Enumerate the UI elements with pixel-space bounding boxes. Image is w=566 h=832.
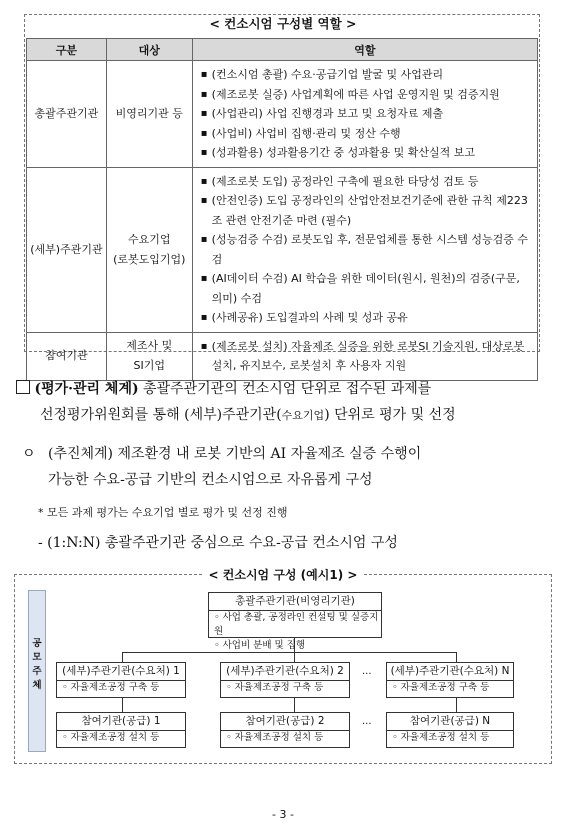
diagram-title: < 컨소시엄 구성 (예시1) >: [0, 566, 566, 583]
table-row: [27, 332, 538, 380]
list-item: ▪ (사업비) 사업비 집행·관리 및 정산 수행: [201, 124, 531, 144]
list-item: ▪ (제조로봇 실증) 사업계획에 따른 사업 운영지원 및 검증지원: [201, 85, 531, 105]
table-row: [27, 167, 538, 332]
list-item: ▪ (컨소시엄 총괄) 수요·공급기업 발굴 및 사업관리: [201, 65, 531, 85]
demand-org-box-1: (세부)주관기관(수요처) 1 ◦ 자율제조공정 구축 등: [56, 662, 186, 698]
page-number: - 3 -: [272, 808, 294, 821]
checkbox-square-icon: [16, 380, 30, 394]
row-category: 참여기관: [27, 332, 107, 380]
list-item: ▪ (사례공유) 도입결과의 사례 및 성과 공유: [201, 308, 531, 328]
row-roles: [192, 61, 537, 168]
system-paragraph-line1: (추진체계) 제조환경 내 로봇 기반의 AI 자율제조 실증 수행이: [48, 446, 422, 462]
connector-line: [456, 652, 457, 662]
list-item: ▪ (안전인증) 도입 공정라인의 산업안전보건기준에 관한 규칙 제223조 관련 안전기준 마련 (필수): [201, 191, 531, 230]
list-item: ▪ (제조로봇 설치) 자율제조 실증을 위한 로봇SI 기술지원, 대상로봇 설치, 유지보수, 로봇설치 후 사용자 지원: [201, 337, 531, 376]
ellipsis: ...: [362, 716, 372, 727]
ellipsis: ...: [362, 666, 372, 677]
supplier-box-2: 참여기관(공급) 2 ◦ 자율제조공정 설치 등: [220, 712, 350, 748]
side-label: 공 모 주 체: [28, 590, 46, 752]
header-target: 대상: [106, 39, 192, 61]
note-text: * 모든 과제 평가는 수요기업 별로 평가 및 선정 진행: [38, 506, 288, 519]
eval-heading: (평가·관리 체계): [34, 381, 139, 397]
row-category: 총괄주관기관: [27, 61, 107, 168]
list-item: ▪ (성능검증 수검) 로봇도입 후, 전문업체를 통한 시스템 성능검증 수검: [201, 230, 531, 269]
system-paragraph-line2: 가능한 수요-공급 기반의 컨소시엄으로 자유롭게 구성: [48, 472, 373, 488]
demand-org-box-2: (세부)주관기관(수요처) 2 ◦ 자율제조공정 구축 등: [220, 662, 350, 698]
row-target: 비영리기관 등: [106, 61, 192, 168]
list-item: ▪ (사업관리) 사업 진행경과 보고 및 요청자료 제출: [201, 104, 531, 124]
evaluation-paragraph-line1: (평가·관리 체계) 총괄주관기관의 컨소시엄 단위로 접수된 과제를: [16, 378, 431, 398]
connector-line: [294, 652, 295, 662]
supplier-box-1: 참여기관(공급) 1 ◦ 자율제조공정 설치 등: [56, 712, 186, 748]
row-roles: [192, 332, 537, 380]
dash-item: - (1:N:N) 총괄주관기관 중심으로 수요-공급 컨소시엄 구성: [38, 535, 398, 551]
header-roles: 역할: [192, 39, 537, 61]
row-target: 제조사 및 SI기업: [106, 332, 192, 380]
supplier-box-n: 참여기관(공급) N ◦ 자율제조공정 설치 등: [386, 712, 514, 748]
list-item: ▪ (제조로봇 도입) 공정라인 구축에 필요한 타당성 검토 등: [201, 172, 531, 192]
row-roles: [192, 167, 537, 332]
circle-bullet-icon: ㅇ: [22, 446, 36, 462]
roles-table: [26, 38, 538, 381]
connector-line: [456, 698, 457, 712]
list-item: ▪ (성과활용) 성과활용기간 중 성과활용 및 확산실적 보고: [201, 143, 531, 163]
row-category: (세부)주관기관: [27, 167, 107, 332]
table-row: [27, 61, 538, 168]
connector-line: [122, 698, 123, 712]
roles-table-header: [27, 39, 538, 61]
evaluation-paragraph-line2: 선정평가위원회를 통해 (세부)주관기관(수요기업) 단위로 평가 및 선정: [40, 407, 456, 423]
row-target: 수요기업 (로봇도입기업): [106, 167, 192, 332]
connector-line: [122, 652, 123, 662]
demand-org-box-n: (세부)주관기관(수요처) N ◦ 자율제조공정 구축 등: [386, 662, 514, 698]
list-item: ▪ (AI데이터 수검) AI 학습을 위한 데이터(원시, 원천)의 검증(구문, 의미) 수검: [201, 269, 531, 308]
connector-line: [294, 698, 295, 712]
lead-organization-box: 총괄주관기관(비영리기관) ◦ 사업 총괄, 공정라인 컨설팅 및 실증지원 ◦ 사업비 분배 및 집행: [208, 592, 382, 638]
header-category: 구분: [27, 39, 107, 61]
roles-section-title: < 컨소시엄 구성별 역할 >: [0, 14, 566, 32]
